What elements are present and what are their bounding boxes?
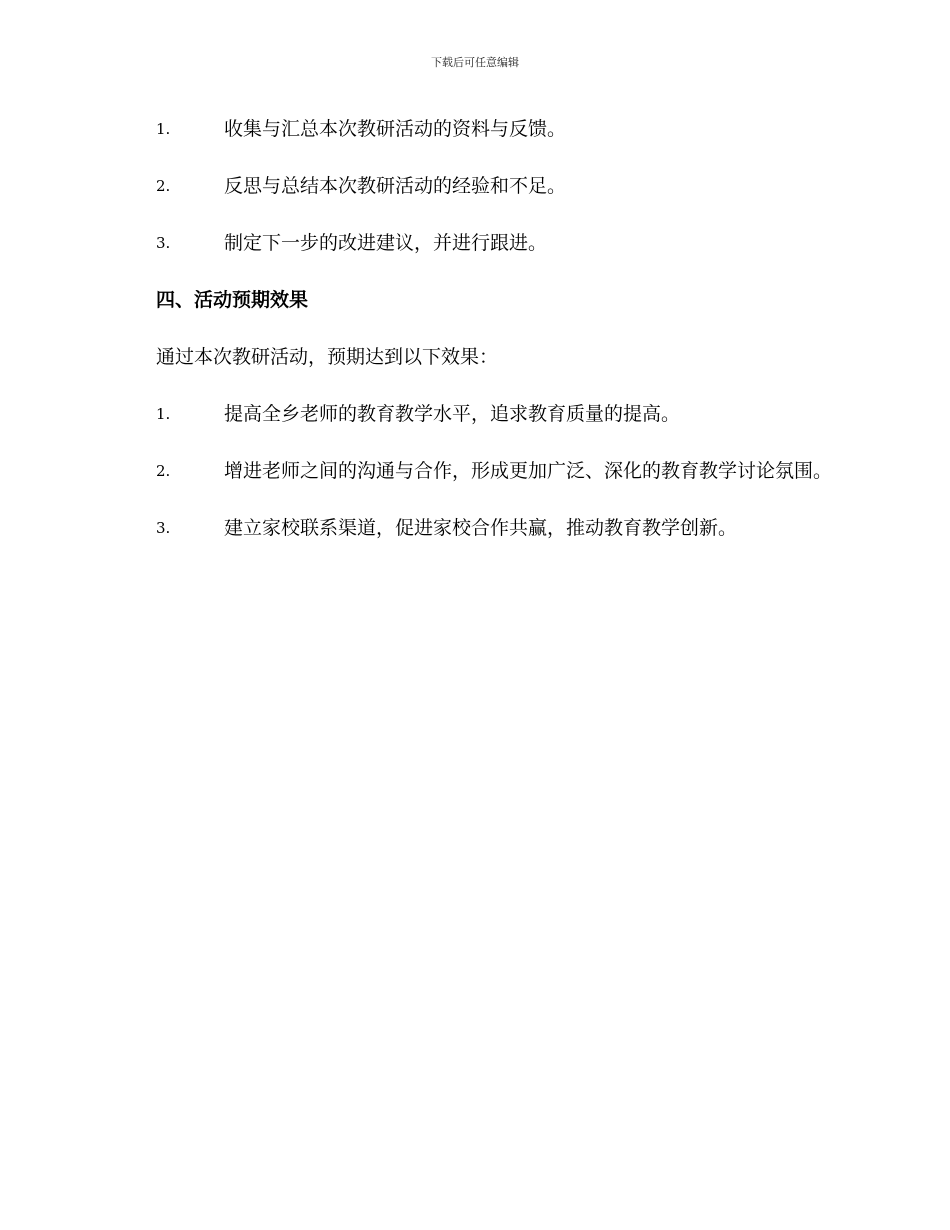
- list-item-text: 增进老师之间的沟通与合作，形成更加广泛、深化的教育教学讨论氛围。: [224, 460, 833, 482]
- list-item-number: 2.: [156, 177, 171, 195]
- list-item: [112, 110, 842, 148]
- section-heading: 四、活动预期效果: [156, 289, 309, 311]
- section-intro: 通过本次教研活动，预期达到以下效果：: [156, 346, 499, 368]
- document-body: [112, 110, 842, 566]
- list-item: [112, 167, 842, 205]
- list-item: [112, 452, 842, 490]
- list-item-number: 1.: [156, 405, 171, 423]
- page-header: 下载后可任意编辑: [431, 56, 519, 69]
- list-item-text: 反思与总结本次教研活动的经验和不足。: [224, 175, 567, 197]
- list-item: [112, 509, 842, 547]
- list-item-number: 2.: [156, 462, 171, 480]
- list-item: [112, 224, 842, 262]
- list-item-number: 3.: [156, 519, 171, 537]
- list-item-number: 3.: [156, 234, 171, 252]
- list-item-number: 1.: [156, 120, 171, 138]
- list-item-text: 制定下一步的改进建议，并进行跟进。: [224, 232, 548, 254]
- list-item: [112, 395, 842, 433]
- list-item-text: 收集与汇总本次教研活动的资料与反馈。: [224, 118, 567, 140]
- list-item-text: 提高全乡老师的教育教学水平，追求教育质量的提高。: [224, 403, 681, 425]
- list-item-text: 建立家校联系渠道，促进家校合作共赢，推动教育教学创新。: [224, 517, 738, 539]
